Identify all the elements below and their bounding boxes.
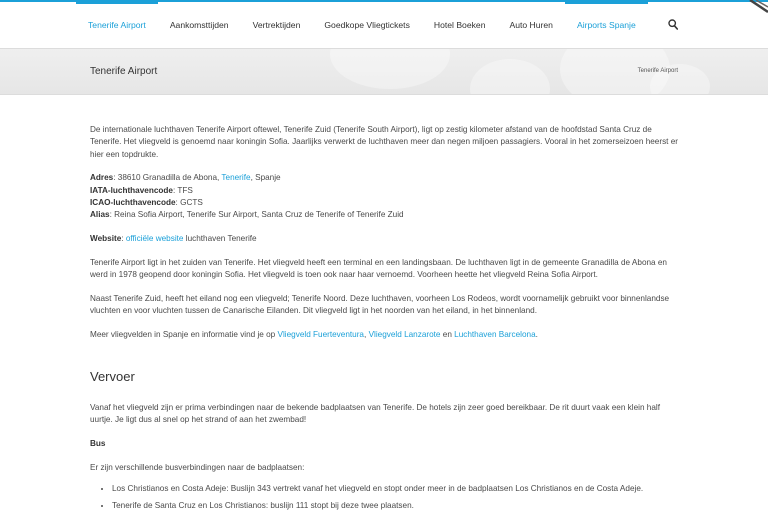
nav-item-airports-spanje[interactable]: Airports Spanje (577, 2, 636, 48)
barcelona-link[interactable]: Luchthaven Barcelona (454, 330, 536, 340)
bus-heading-text: Bus (90, 438, 106, 448)
website-sep: : (121, 234, 126, 244)
nav-item-tenerife-airport[interactable]: Tenerife Airport (88, 2, 146, 48)
nav-item-hotel-boeken[interactable]: Hotel Boeken (433, 20, 486, 30)
corner-decoration (746, 0, 768, 18)
more-airports-text: Meer vliegvelden in Spanje en informatie vind je op (90, 330, 278, 340)
nav-item-vertrektijden[interactable]: Vertrektijden (252, 20, 301, 30)
alias-line (90, 209, 680, 221)
alias-label: Alias (90, 210, 110, 220)
bus-list (112, 483, 680, 512)
tenerife-noord-paragraph: Naast Tenerife Zuid, heeft het eiland nog een vliegveld; Tenerife Noord. Deze luchthaven, voorheen Los Rodeos, wordt voornamelijk gebruikt voor binnenlandse vluchten en voor vluchten tussen de Canarische Eilanden. Dit vliegveld ligt in het noorden van het eiland, in het binnenland. (90, 293, 670, 316)
adres-label: Adres (90, 173, 114, 183)
nav-item-auto-huren[interactable]: Auto Huren (509, 20, 553, 30)
location-paragraph: Tenerife Airport ligt in het zuiden van Tenerife. Het vliegveld heeft een terminal en een landingsbaan. De luchthaven ligt in de gemeente Granadilla de Abona en werd in 1978 geopend door koningin Sofia. Het vliegveld is toen ook naar haar vernoemd. Voorheen heette het vliegveld Reina Sofia Airport. (90, 257, 667, 280)
nav-item-goedkope-vliegtickets[interactable]: Goedkope Vliegtickets (324, 20, 410, 30)
iata-value: : TFS (172, 185, 193, 195)
icao-value: : GCTS (175, 197, 203, 207)
more-sep-2: en (440, 330, 455, 340)
icao-line (90, 197, 680, 209)
vervoer-heading: Vervoer (90, 369, 135, 385)
iata-label: IATA-luchthavencode (90, 185, 173, 195)
main-navigation (0, 2, 768, 48)
adres-country: , Spanje (250, 173, 281, 183)
official-website-link[interactable]: officiële website (125, 234, 184, 244)
airport-info (90, 172, 680, 221)
search-icon[interactable] (668, 19, 678, 31)
tenerife-link[interactable]: Tenerife (221, 173, 251, 183)
alias-value: : Reina Sofia Airport, Tenerife Sur Airport, Santa Cruz de Tenerife of Tenerife Zuid (109, 210, 404, 220)
page-title: Tenerife Airport (90, 66, 158, 77)
bus-heading (90, 438, 680, 450)
nav-item-aankomsttijden[interactable]: Aankomsttijden (169, 20, 229, 30)
more-airports-line (90, 329, 680, 341)
bus-intro: Er zijn verschillende busverbindingen naar de badplaatsen: (90, 462, 305, 472)
more-end: . (535, 330, 538, 340)
iata-line (90, 185, 680, 197)
breadcrumb[interactable]: Tenerife Airport (637, 68, 678, 74)
list-item: • Tenerife de Santa Cruz en Los Christianos: buslijn 111 stopt bij deze twee plaatsen. (112, 500, 680, 512)
vervoer-paragraph: Vanaf het vliegveld zijn er prima verbindingen naar de bekende badplaatsen van Tenerife. De hotels zijn zeer goed bereikbaar. De rit duurt vaak een klein half uurtje. Je ligt dus al snel op het strand of aan het zwembad! (90, 402, 660, 424)
more-sep-1: , (364, 330, 369, 340)
website-line (90, 233, 680, 245)
icao-label: ICAO-luchthavencode (90, 197, 176, 207)
fuerteventura-link[interactable]: Vliegveld Fuerteventura (277, 330, 364, 340)
website-suffix: luchthaven Tenerife (183, 234, 257, 244)
list-item: • Los Christianos en Costa Adeje: Buslijn 343 vertrekt vanaf het vliegveld en stopt onder meer in de badplaatsen Los Christianos en de Costa Adeje. (112, 483, 680, 495)
intro-paragraph: De internationale luchthaven Tenerife Airport oftewel, Tenerife Zuid (Tenerife South Airport), ligt op zestig kilometer afstand van de hoofdstad Santa Cruz de Tenerife. Het vliegveld is genoemd naar koningin Sofia. Jaarlijks verwerkt de luchthaven meer dan negen miljoen passagiers. Vooral in het zomerseizoen heerst er hier een topdrukte. (90, 125, 678, 159)
adres-line (90, 172, 680, 184)
adres-text: : 38610 Granadilla de Abona, (113, 173, 222, 183)
main-content (90, 124, 680, 512)
lanzarote-link[interactable]: Vliegveld Lanzarote (368, 330, 441, 340)
website-label: Website (90, 234, 122, 244)
